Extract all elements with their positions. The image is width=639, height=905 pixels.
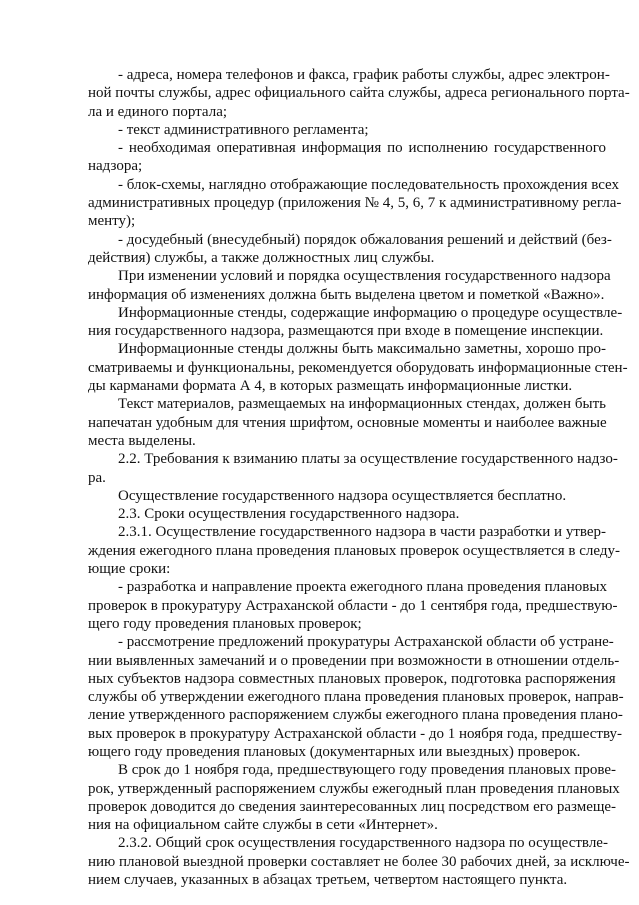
text-line: - рассмотрение предложений прокуратуры Астраханской области об устране- xyxy=(118,634,614,651)
paragraph xyxy=(88,450,618,487)
text-line: проверок в прокуратуру Астраханской области - до 1 сентября года, предшествую- xyxy=(88,597,618,614)
text-line: проверок доводится до сведения заинтересованных лиц посредством его размеще- xyxy=(88,798,617,815)
text-line: ды карманами формата А 4, в которых размещать информационные листки. xyxy=(88,378,573,395)
text-line: - блок-схемы, наглядно отображающие последовательность прохождения всех xyxy=(118,176,620,193)
text-line: ных субъектов надзора совместных плановых проверок, подготовка распоряжения xyxy=(88,670,616,687)
text-line: службы об утверждении ежегодного плана проведения плановых проверок, направ- xyxy=(88,689,624,706)
text-line: ния государственного надзора, размещаются при входе в помещение инспекции. xyxy=(88,323,604,340)
text-line: Информационные стенды должны быть максимально заметны, хорошо про- xyxy=(118,341,606,358)
text-line: информация об изменениях должна быть выделена цветом и пометкой «Важно». xyxy=(88,286,605,303)
text-line: - разработка и направление проекта ежегодного плана проведения плановых xyxy=(118,579,607,596)
text-line: - адреса, номера телефонов и факса, график работы службы, адрес электрон- xyxy=(118,67,610,83)
text-line: нии выявленных замечаний и о проведении при возможности в отношении отдель- xyxy=(88,652,620,669)
text-line: 2.3.2. Общий срок осуществления государственного надзора по осуществле- xyxy=(118,835,608,852)
text-line: действия) службы, а также должностных лиц службы. xyxy=(88,249,435,266)
text-line: нием случаев, указанных в абзацах третьем, четвертом настоящего пункта. xyxy=(88,872,568,889)
paragraph xyxy=(88,340,628,395)
paragraph xyxy=(88,487,606,505)
paragraph xyxy=(88,505,606,523)
text-line: ждения ежегодного плана проведения плановых проверок осуществляется в следу- xyxy=(88,542,620,559)
paragraph xyxy=(88,267,611,304)
text-line: сматриваемы и функциональны, рекомендуется оборудовать информационные стен- xyxy=(88,359,628,376)
text-line: 2.2. Требования к взиманию платы за осуществление государственного надзо- xyxy=(118,451,618,468)
text-line: - досудебный (внесудебный) порядок обжалования решений и действий (без- xyxy=(118,231,612,248)
paragraph xyxy=(88,523,620,578)
text-line: 2.3. Сроки осуществления государственного надзора. xyxy=(118,506,460,523)
text-line: ла и единого портала; xyxy=(88,103,228,120)
paragraph xyxy=(88,176,622,231)
paragraph xyxy=(88,578,618,633)
text-line: При изменении условий и порядка осуществления государственного надзора xyxy=(118,268,611,285)
paragraph xyxy=(88,395,606,450)
text-line: нию плановой выездной проверки составляет не более 30 рабочих дней, за исключе- xyxy=(88,853,630,870)
text-line: рок, утвержденный распоряжением службы ежегодный план проведения плановых xyxy=(88,780,620,797)
text-line: ной почты службы, адрес официального сайта службы, адреса регионального порта- xyxy=(88,85,630,102)
text-line: напечатан удобным для чтения шрифтом, основные моменты и наиболее важные xyxy=(88,414,607,431)
text-line: Осуществление государственного надзора осуществляется бесплатно. xyxy=(118,487,567,504)
text-line: ющего году проведения плановых (документарных или выездных) проверок. xyxy=(88,743,581,760)
paragraph xyxy=(88,66,630,121)
text-line: менту); xyxy=(88,213,136,230)
text-line: ра. xyxy=(88,469,106,486)
text-line: ния на официальном сайте службы в сети «Интернет». xyxy=(88,817,438,834)
text-line: места выделены. xyxy=(88,432,196,449)
text-line: административных процедур (приложения № 4, 5, 6, 7 к административному регла- xyxy=(88,195,622,212)
paragraph xyxy=(88,231,612,268)
text-line: ление утвержденного распоряжением службы ежегодного плана проведения планo- xyxy=(88,707,623,724)
paragraph xyxy=(88,834,630,889)
text-line: - текст административного регламента; xyxy=(118,121,369,138)
paragraph xyxy=(88,761,620,834)
text-line: 2.3.1. Осуществление государственного надзора в части разработки и утвер- xyxy=(118,524,607,541)
paragraph xyxy=(88,633,624,761)
paragraph xyxy=(88,139,606,176)
text-line: вых проверок в прокуратуру Астраханской области - до 1 ноября года, предшеству- xyxy=(88,725,623,742)
text-line: Информационные стенды, содержащие информацию о процедуре осуществле- xyxy=(118,304,623,321)
text-line: Текст материалов, размещаемых на информационных стендах, должен быть xyxy=(118,396,606,413)
text-line: ющие сроки: xyxy=(88,561,171,578)
paragraph xyxy=(88,121,606,139)
text-line: щего году проведения плановых проверок; xyxy=(88,615,362,632)
text-line: - необходимая оперативная информация по исполнению государственного xyxy=(118,140,606,157)
paragraph xyxy=(88,304,623,341)
text-line: В срок до 1 ноября года, предшествующего году проведения плановых прове- xyxy=(118,762,617,779)
text-line: надзора; xyxy=(88,158,143,175)
